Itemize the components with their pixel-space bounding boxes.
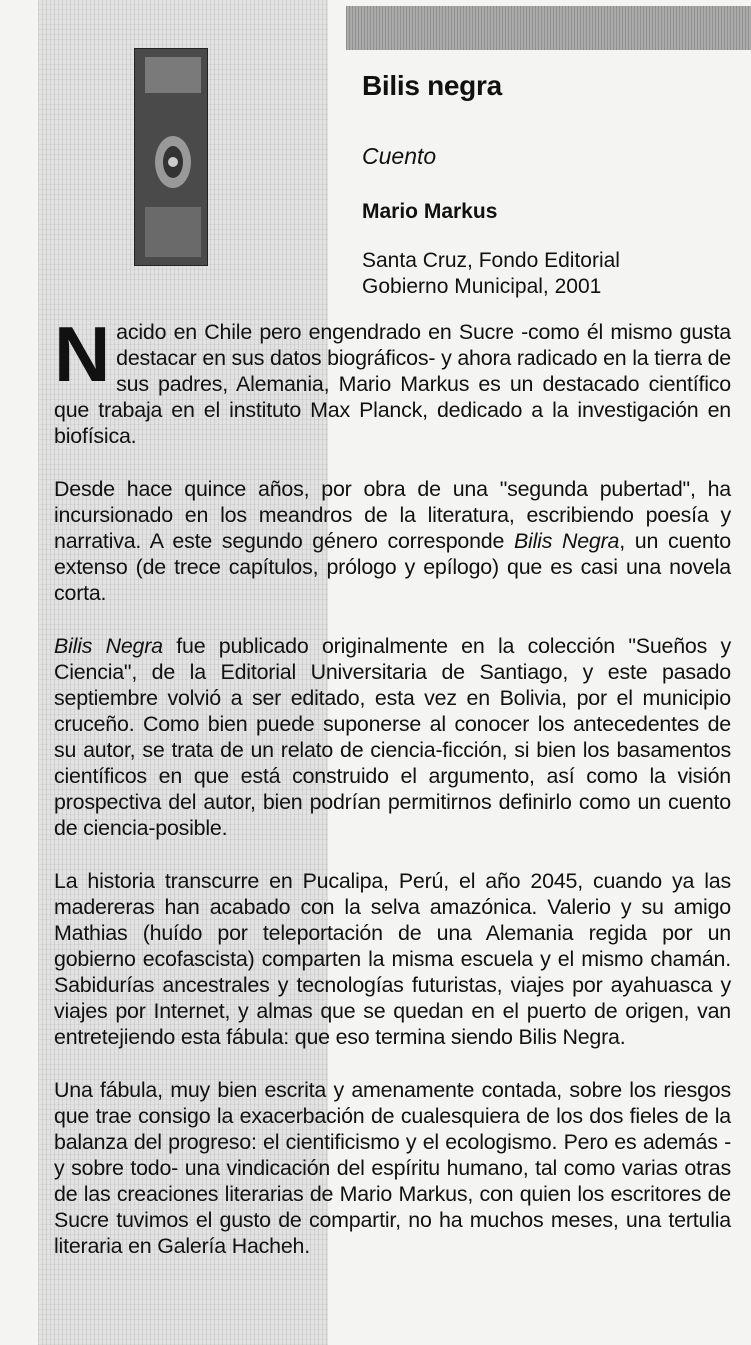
cover-bottom-block bbox=[145, 207, 201, 257]
book-cover-image bbox=[134, 48, 208, 266]
paragraph-3-book-title: Bilis Negra bbox=[54, 634, 163, 658]
book-author: Mario Markus bbox=[362, 200, 498, 223]
cover-ornament-icon bbox=[145, 127, 201, 197]
paragraph-5: Una fábula, muy bien escrita y amenamente contada, sobre los riesgos que trae consigo la exacerbación de cualesquiera de los dos fieles de la balanza del progreso: el cientificismo y el ecologismo. Pero es además -y sobre todo- una vindicación del espíritu humano, tal como varias otras de las creaciones literarias de Mario Markus, con quien los escritores de Sucre tuvimos el gusto de compartir, no ha muchos meses, una tertulia literaria en Galería Hacheh. bbox=[54, 1078, 731, 1258]
paragraph-2-book-title: Bilis Negra bbox=[513, 529, 620, 553]
book-genre: Cuento bbox=[362, 143, 437, 169]
publisher-info bbox=[362, 248, 682, 300]
paragraph-2-end: , un cuento extenso (de trece capítulos, prólogo y epílogo) que es casi una novela corta. bbox=[54, 529, 731, 605]
paragraph-1 bbox=[54, 310, 731, 449]
paragraph-2 bbox=[54, 476, 731, 606]
header-bar bbox=[346, 6, 751, 50]
paragraph-3-text: fue publicado originalmente en la colección "Sueños y Ciencia", de la Editorial Universitaria de Santiago, y este pasado septiembre volvió a ser editado, esta vez en Bolivia, por el municipio cruceño. Como bien puede suponerse al conocer los antecedentes de su autor, se trata de un relato de ciencia-ficción, si bien los basamentos científicos en que está construido el argumento, así como la visión prospectiva del autor, bien podrían permitirnos definirlo como un cuento de ciencia-posible. bbox=[54, 634, 731, 840]
drop-cap: N bbox=[54, 310, 111, 398]
article-body bbox=[54, 310, 731, 1286]
publisher-line-2: Gobierno Municipal, 2001 bbox=[362, 275, 602, 298]
book-title: Bilis negra bbox=[362, 70, 502, 101]
publisher-line-1: Santa Cruz, Fondo Editorial bbox=[362, 249, 620, 272]
paragraph-3 bbox=[54, 633, 731, 841]
paragraph-4: La historia transcurre en Pucalipa, Perú, el año 2045, cuando ya las madereras han acabado con la selva amazónica. Valerio y su amigo Mathias (huído por teleportación de una Alemania regida por un gobierno ecofascista) comparten la misma escuela y el mismo chamán. Sabidurías ancestrales y tecnologías futuristas, viajes por ayahuasca y viajes por Internet, y almas que se quedan en el puerto de origen, van entretejiendo esta fábula: que eso termina siendo Bilis Negra. bbox=[54, 869, 731, 1049]
cover-title-block bbox=[145, 57, 201, 93]
paragraph-1-text: acido en Chile pero engendrado en Sucre -como él mismo gusta destacar en sus datos biográficos- y ahora radicado en la tierra de sus padres, Alemania, Mario Markus es un destacado científico que trabaja en el instituto Max Planck, dedicado a la investigación en biofísica. bbox=[54, 320, 731, 448]
review-header bbox=[362, 70, 742, 298]
paragraph-2-text: Desde hace quince años, por obra de una "segunda pubertad", ha incursionado en los meandros de la literatura, escribiendo poesía y narrativa. A este segundo género corresponde bbox=[54, 477, 731, 553]
